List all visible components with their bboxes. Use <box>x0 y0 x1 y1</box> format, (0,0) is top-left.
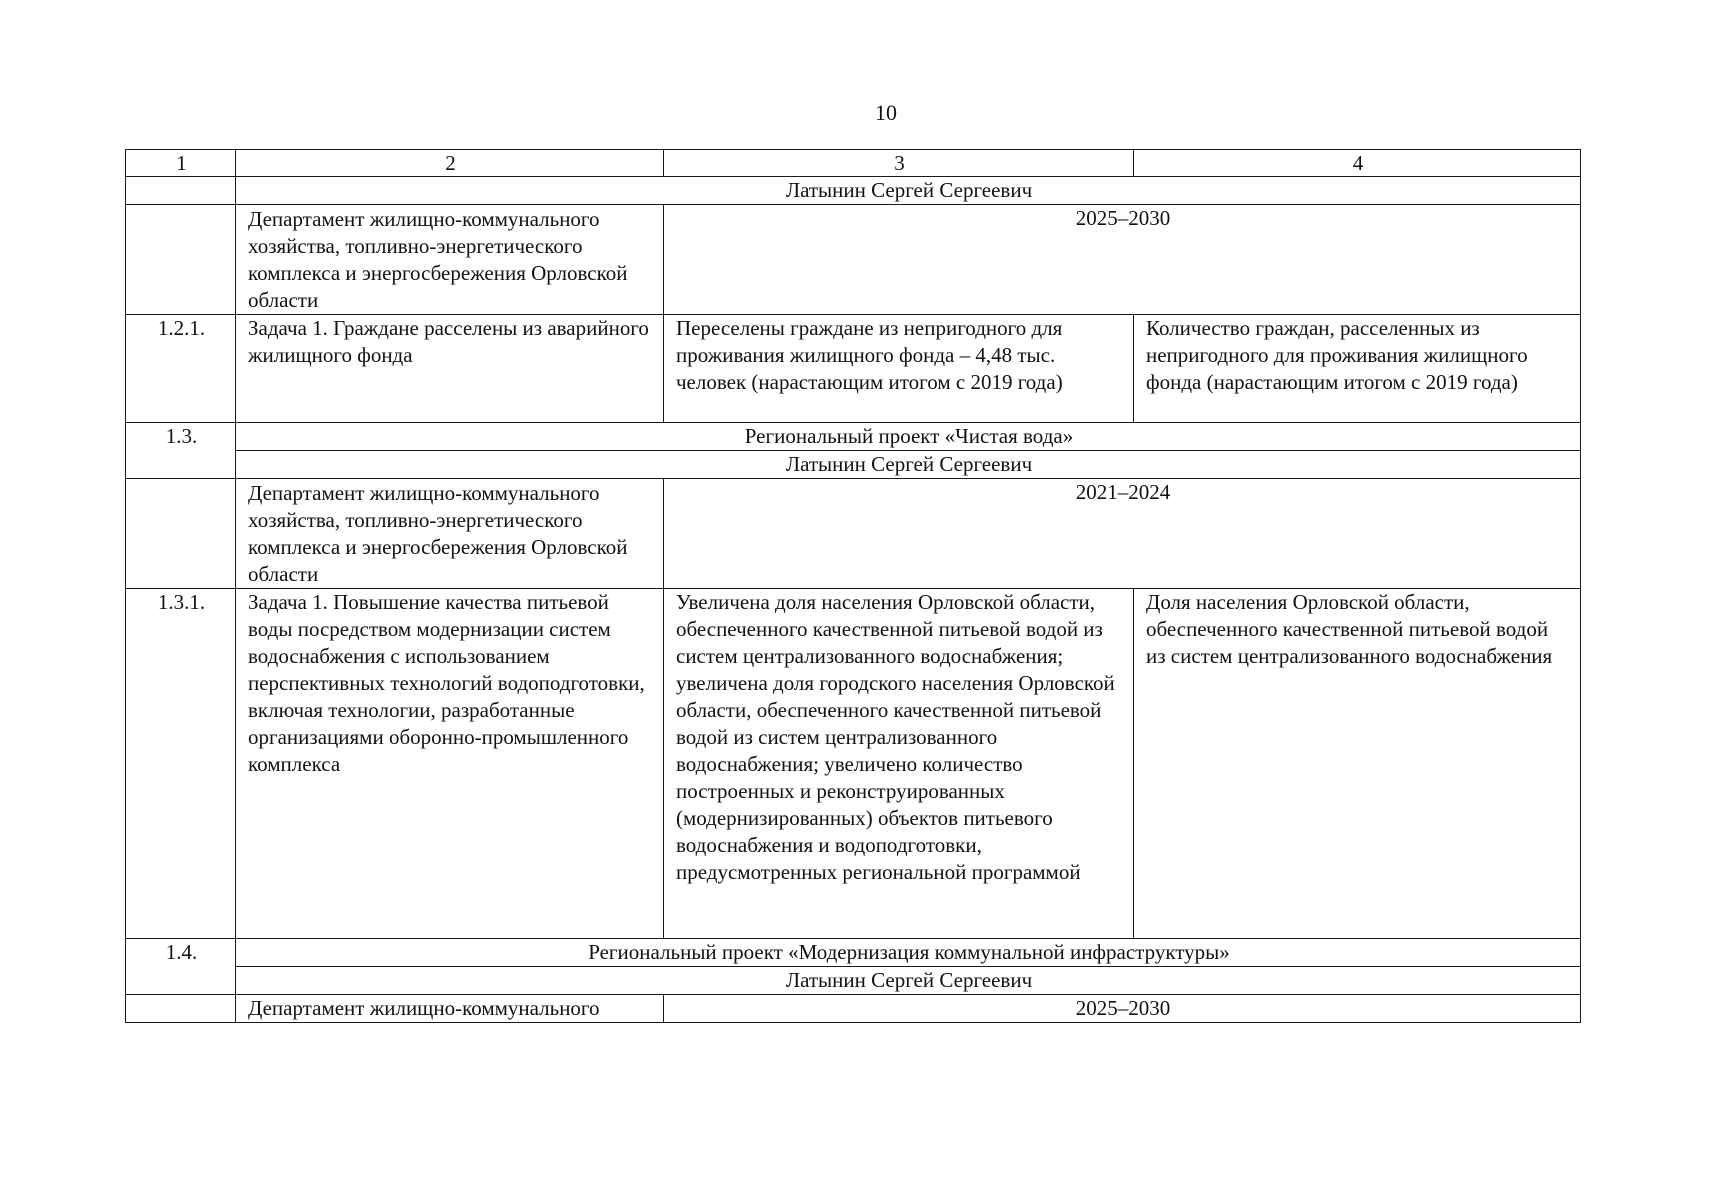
table-row <box>126 479 1581 589</box>
table-row <box>126 995 1581 1023</box>
header-row <box>126 150 1581 177</box>
responsible-person: Латынин Сергей Сергеевич <box>236 451 1581 479</box>
number-cell-empty <box>126 205 236 315</box>
responsible-organization: Департамент жилищно-коммунального <box>236 995 664 1023</box>
number-cell-empty <box>126 995 236 1023</box>
responsible-organization: Департамент жилищно-коммунального хозяйства, топливно-энергетического комплекса и энергосбережения Орловской области <box>236 479 664 589</box>
page-number: 10 <box>875 100 897 125</box>
project-title: Региональный проект «Чистая вода» <box>236 423 1581 451</box>
responsible-organization: Департамент жилищно-коммунального хозяйства, топливно-энергетического комплекса и энергосбережения Орловской области <box>236 205 664 315</box>
table-row <box>126 967 1581 995</box>
table-row <box>126 939 1581 967</box>
item-number: 1.2.1. <box>126 315 236 423</box>
responsible-person: Латынин Сергей Сергеевич <box>236 177 1581 205</box>
table-row <box>126 205 1581 315</box>
table-row <box>126 451 1581 479</box>
table-row <box>126 315 1581 423</box>
program-table <box>125 149 1581 1023</box>
implementation-period: 2021–2024 <box>664 479 1581 589</box>
result-cell: Увеличена доля населения Орловской области, обеспеченного качественной питьевой водой из систем централизованного водоснабжения; увеличена доля городского населения Орловской области, обеспеченного качественной питьевой водой из систем централизованного водоснабжения; увеличено количество построенных и реконструированных (модернизированных) объектов питьевого водоснабжения и водоподготовки, предусмотренных региональной программой <box>664 589 1134 939</box>
implementation-period: 2025–2030 <box>664 995 1581 1023</box>
responsible-person: Латынин Сергей Сергеевич <box>236 967 1581 995</box>
table-row <box>126 423 1581 451</box>
item-number: 1.4. <box>126 939 236 995</box>
number-cell-empty <box>126 479 236 589</box>
header-col-3: 3 <box>664 150 1134 177</box>
header-col-4: 4 <box>1134 150 1581 177</box>
table-row <box>126 589 1581 939</box>
table-row <box>126 177 1581 205</box>
indicator-cell: Доля населения Орловской области, обеспеченного качественной питьевой водой из систем централизованного водоснабжения <box>1134 589 1581 939</box>
item-number: 1.3. <box>126 423 236 479</box>
project-title: Региональный проект «Модернизация коммунальной инфраструктуры» <box>236 939 1581 967</box>
header-col-1: 1 <box>126 150 236 177</box>
number-cell-empty <box>126 177 236 205</box>
header-col-2: 2 <box>236 150 664 177</box>
result-cell: Переселены граждане из непригодного для проживания жилищного фонда – 4,48 тыс. человек (нарастающим итогом с 2019 года) <box>664 315 1134 423</box>
implementation-period: 2025–2030 <box>664 205 1581 315</box>
item-number: 1.3.1. <box>126 589 236 939</box>
task-cell: Задача 1. Повышение качества питьевой воды посредством модернизации систем водоснабжения с использованием перспективных технологий водоподготовки, включая технологии, разработанные организациями оборонно-промышленного комплекса <box>236 589 664 939</box>
task-cell: Задача 1. Граждане расселены из аварийного жилищного фонда <box>236 315 664 423</box>
indicator-cell: Количество граждан, расселенных из непригодного для проживания жилищного фонда (нарастающим итогом с 2019 года) <box>1134 315 1581 423</box>
